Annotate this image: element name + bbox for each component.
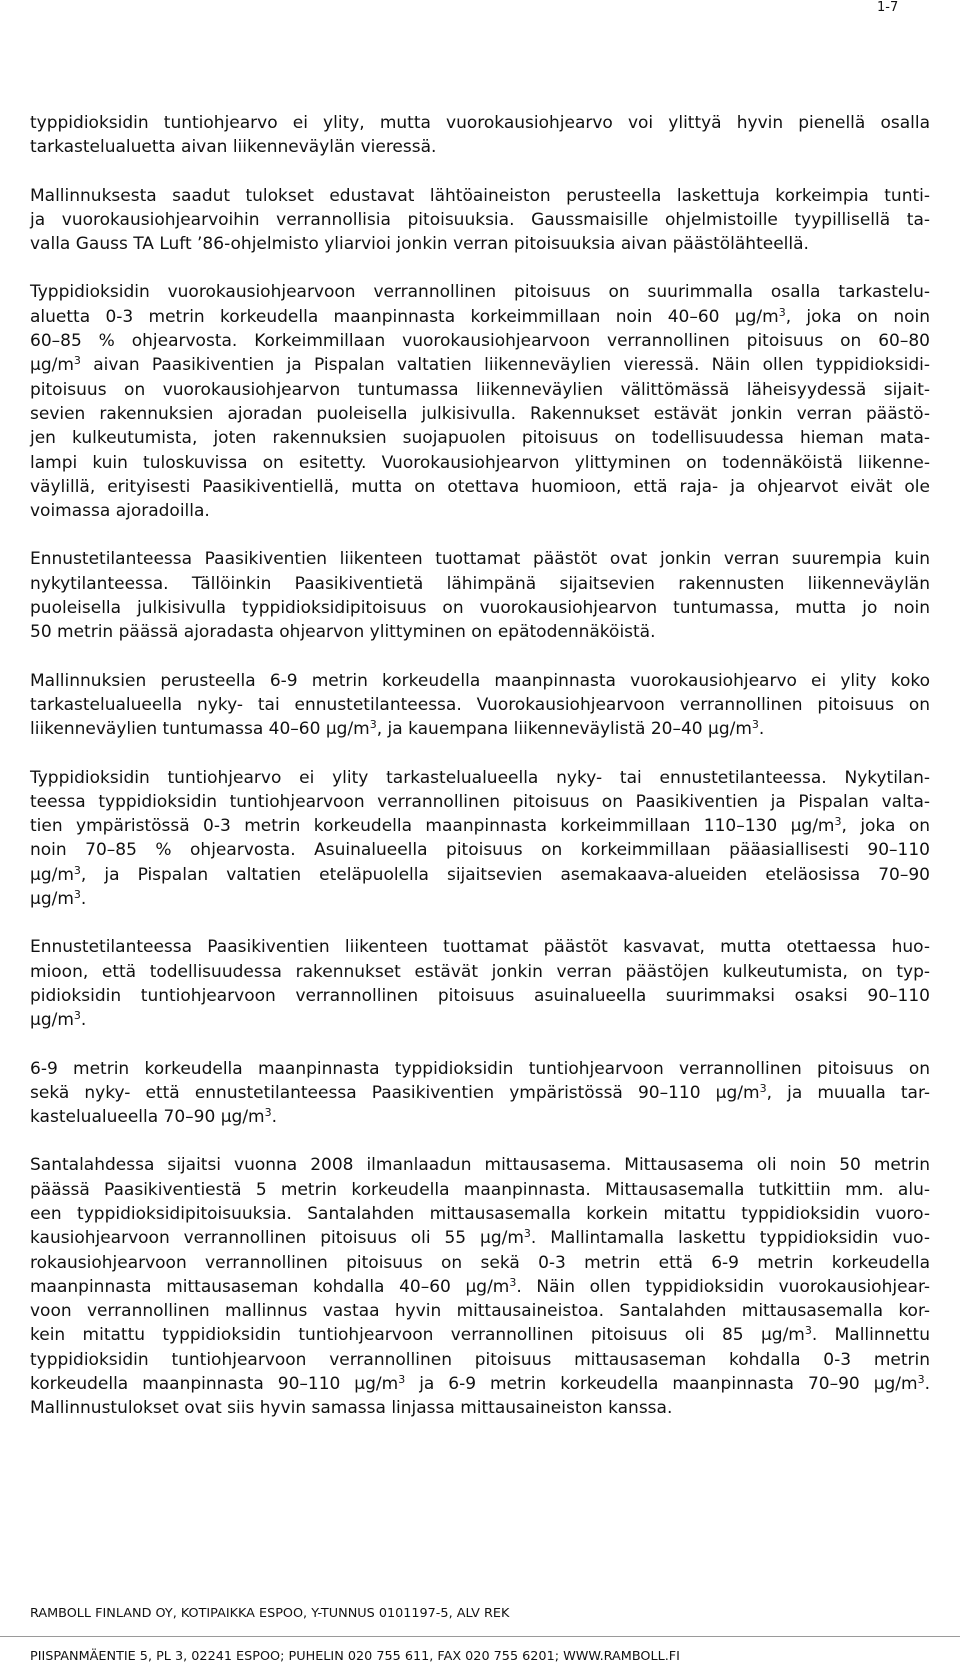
text-run: Mallinnuksien perusteella 6-9 metrin korkeudella maanpinnasta vuorokausiohjearvo ei ylity koko	[30, 670, 930, 691]
text-line	[30, 1057, 930, 1081]
text-run: valla Gauss TA Luft ’86-ohjelmisto yliarvioi jonkin verran pitoisuuksia aivan päästölähteellä.	[30, 234, 809, 255]
text-line	[30, 1008, 930, 1032]
text-run: noin 70–85 % ohjearvosta. Asuinalueella pitoisuus on korkeimmillaan pääasiallisesti 90–110	[30, 840, 930, 861]
text-line	[30, 1105, 930, 1129]
text-line	[30, 1081, 930, 1105]
text-line	[30, 1251, 930, 1275]
text-run: kein mitattu typpidioksidin tuntiohjearvoon verrannollinen pitoisuus oli 85 µg/m	[30, 1325, 805, 1346]
text-line	[30, 596, 930, 620]
text-run: . Näin ollen typpidioksidin vuorokausiohjear-	[516, 1276, 930, 1297]
text-run: tarkastelualuetta aivan liikenneväylän vieressä.	[30, 137, 437, 158]
text-line	[30, 766, 930, 790]
text-line	[30, 232, 930, 256]
text-run: pidioksidin tuntiohjearvoon verrannollinen pitoisuus asuinalueella suurimmaksi osaksi 90–110	[30, 985, 930, 1006]
text-line	[30, 1202, 930, 1226]
text-run: , ja kauempana liikenneväylistä 20–40 µg/m	[376, 719, 752, 740]
text-run: tarkastelualueella nyky- tai ennustetilanteessa. Vuorokausiohjearvoon verrannollinen pitoisuus on	[30, 694, 930, 715]
text-line	[30, 1178, 930, 1202]
text-run: tien ympäristössä 0-3 metrin korkeudella maanpinnasta korkeimmillaan 110–130 µg/m	[30, 816, 835, 837]
footer-company-line: RAMBOLL FINLAND OY, KOTIPAIKKA ESPOO, Y-TUNNUS 0101197-5, ALV REK	[30, 1606, 510, 1621]
superscript: 3	[73, 863, 81, 877]
text-run: väylillä, erityisesti Paasikiventiellä, mutta on otettava huomioon, että raja- ja ohjearvot eivät ole	[30, 476, 930, 497]
text-run: .	[758, 719, 765, 740]
text-run: .	[80, 889, 87, 910]
text-run: 50 metrin päässä ajoradasta ohjearvon ylittyminen on epätodennäköistä.	[30, 622, 656, 643]
paragraph	[30, 280, 930, 523]
text-line	[30, 863, 930, 887]
text-line	[30, 1372, 930, 1396]
text-line	[30, 353, 930, 377]
text-run: Ennustetilanteessa Paasikiventien liikenteen tuottamat päästöt kasvavat, mutta otettaessa huo-	[30, 937, 930, 958]
text-run: voon verrannollinen mallinnus vastaa hyvin mittausaineistoa. Santalahden mittausasemalla kor-	[30, 1301, 930, 1322]
text-run: . Mallinnettu	[811, 1325, 930, 1346]
text-line	[30, 208, 930, 232]
text-run: µg/m	[30, 1010, 74, 1031]
text-run: teessa typpidioksidin tuntiohjearvoon verrannollinen pitoisuus on Paasikiventien ja Pispalan valta-	[30, 791, 930, 812]
text-run: kastelualueella 70–90 µg/m	[30, 1107, 265, 1128]
text-run: Mallinnustulokset ovat siis hyvin samassa linjassa mittausaineiston kanssa.	[30, 1398, 673, 1419]
text-run: 6-9 metrin korkeudella maanpinnasta typpidioksidin tuntiohjearvoon verrannollinen pitoisuus on	[30, 1058, 930, 1079]
text-run: aivan Paasikiventien ja Pispalan valtatien liikenneväylien vieressä. Näin ollen typpidioksidi-	[80, 355, 930, 376]
footer-address-line: PIISPANMÄENTIE 5, PL 3, 02241 ESPOO; PUHELIN 020 755 611, FAX 020 755 6201; WWW.RAMBOLL.FI	[30, 1649, 680, 1664]
superscript: 3	[804, 1324, 812, 1338]
text-line	[30, 305, 930, 329]
text-line	[30, 887, 930, 911]
superscript: 3	[369, 718, 377, 732]
text-run: , ja Pispalan valtatien eteläpuolella sijaitsevien asemakaava-alueiden eteläosissa 70–90	[80, 864, 930, 885]
paragraph	[30, 184, 930, 257]
text-line	[30, 814, 930, 838]
text-run: lampi kuin tuloskuvissa on esitetty. Vuorokausiohjearvon ylittyminen on todennäköistä liikenne-	[30, 452, 930, 473]
superscript: 3	[759, 1081, 767, 1095]
text-line	[30, 935, 930, 959]
text-line	[30, 547, 930, 571]
text-run: pitoisuus on vuorokausiohjearvon tuntumassa liikenneväylien välittömässä läheisyydessä sijait-	[30, 379, 930, 400]
text-run: .	[924, 1374, 930, 1395]
text-line	[30, 790, 930, 814]
paragraph	[30, 111, 930, 160]
superscript: 3	[398, 1373, 406, 1387]
text-run: maanpinnasta mittausaseman kohdalla 40–60 µg/m	[30, 1276, 510, 1297]
text-line	[30, 280, 930, 304]
text-run: typpidioksidin tuntiohjearvoon verrannollinen pitoisuus mittausaseman kohdalla 0-3 metrin	[30, 1349, 930, 1370]
text-run: ja 6-9 metrin korkeudella maanpinnasta 70–90 µg/m	[405, 1374, 918, 1395]
footer-divider	[0, 1636, 960, 1637]
paragraph	[30, 935, 930, 1032]
text-run: Typpidioksidin tuntiohjearvo ei ylity tarkastelualueella nyky- tai ennustetilanteessa. Nykytilan-	[30, 767, 930, 788]
text-line	[30, 1153, 930, 1177]
text-line	[30, 717, 930, 741]
text-run: liikenneväylien tuntumassa 40–60 µg/m	[30, 719, 370, 740]
superscript: 3	[73, 887, 81, 901]
text-line	[30, 475, 930, 499]
text-run: nykytilanteessa. Tällöinkin Paasikiventietä lähimpänä sijaitsevien rakennusten liikenneväylän	[30, 573, 930, 594]
text-line	[30, 451, 930, 475]
text-run: aluetta 0-3 metrin korkeudella maanpinnasta korkeimmillaan noin 40–60 µg/m	[30, 306, 779, 327]
superscript: 3	[73, 1009, 81, 1023]
text-line	[30, 1275, 930, 1299]
superscript: 3	[751, 718, 759, 732]
text-line	[30, 960, 930, 984]
text-run: µg/m	[30, 864, 74, 885]
text-run: päässä Paasikiventiestä 5 metrin korkeudella maanpinnasta. Mittausasemalla tutkittiin mm. alu-	[30, 1179, 930, 1200]
text-run: 60–85 % ohjearvosta. Korkeimmillaan vuorokausiohjearvoon verrannollinen pitoisuus on 60–80	[30, 331, 930, 352]
text-line	[30, 693, 930, 717]
superscript: 3	[73, 354, 81, 368]
text-run: .	[80, 1010, 87, 1031]
text-line	[30, 838, 930, 862]
text-run: een typpidioksidipitoisuuksia. Santalahden mittausasemalla korkein mitattu typpidioksidin vuoro-	[30, 1203, 930, 1224]
text-run: kausiohjearvoon verrannollinen pitoisuus oli 55 µg/m	[30, 1228, 524, 1249]
text-run: ja vuorokausiohjearvoihin verrannollisia pitoisuuksia. Gaussmaisille ohjelmistoille tyypillisellä ta-	[30, 209, 930, 230]
page-number: 1-7	[877, 0, 899, 15]
text-line	[30, 402, 930, 426]
superscript: 3	[523, 1227, 531, 1241]
text-line	[30, 1323, 930, 1347]
text-line	[30, 1396, 930, 1420]
text-line	[30, 378, 930, 402]
superscript: 3	[509, 1275, 517, 1289]
paragraph	[30, 766, 930, 912]
text-line	[30, 111, 930, 135]
paragraph	[30, 669, 930, 742]
text-line	[30, 1348, 930, 1372]
text-run: sevien rakennuksien ajoradan puoleisella julkisivulla. Rakennukset estävät jonkin verran päästö-	[30, 403, 930, 424]
text-line	[30, 572, 930, 596]
superscript: 3	[778, 305, 786, 319]
text-run: mioon, että todellisuudessa rakennukset estävät jonkin verran päästöjen kulkeutumista, on typ-	[30, 961, 930, 982]
text-run: puoleisella julkisivulla typpidioksidipitoisuus on vuorokausiohjearvon tuntumassa, mutta jo noin	[30, 598, 930, 619]
text-line	[30, 184, 930, 208]
text-run: , ja muualla tar-	[766, 1082, 931, 1103]
text-run: µg/m	[30, 355, 74, 376]
text-line	[30, 329, 930, 353]
text-run: , joka on noin	[785, 306, 930, 327]
document-body	[30, 111, 930, 1421]
paragraph	[30, 547, 930, 644]
text-run: Typpidioksidin vuorokausiohjearvoon verrannollinen pitoisuus on suurimmalla osalla tarkastelu-	[30, 282, 930, 303]
text-line	[30, 135, 930, 159]
text-run: rokausiohjearvoon verrannollinen pitoisuus on sekä 0-3 metrin että 6-9 metrin korkeudella	[30, 1252, 930, 1273]
text-run: . Mallintamalla laskettu typpidioksidin vuo-	[530, 1228, 931, 1249]
paragraph	[30, 1153, 930, 1420]
text-line	[30, 1226, 930, 1250]
text-run: korkeudella maanpinnasta 90–110 µg/m	[30, 1374, 399, 1395]
text-line	[30, 1299, 930, 1323]
text-run: .	[271, 1107, 278, 1128]
text-run: voimassa ajoradoilla.	[30, 501, 210, 522]
superscript: 3	[834, 815, 842, 829]
text-run: Mallinnuksesta saadut tulokset edustavat lähtöaineiston perusteella laskettuja korkeimpia tunti-	[30, 185, 930, 206]
text-run: jen kulkeutumista, joten rakennuksien suojapuolen pitoisuus on todellisuudessa hieman mata-	[30, 428, 930, 449]
text-line	[30, 620, 930, 644]
text-line	[30, 499, 930, 523]
text-line	[30, 984, 930, 1008]
text-run: sekä nyky- että ennustetilanteessa Paasikiventien ympäristössä 90–110 µg/m	[30, 1082, 760, 1103]
text-run: Santalahdessa sijaitsi vuonna 2008 ilmanlaadun mittausasema. Mittausasema oli noin 50 metrin	[30, 1155, 930, 1176]
text-line	[30, 426, 930, 450]
text-run: , joka on	[841, 816, 930, 837]
superscript: 3	[917, 1373, 925, 1387]
text-line	[30, 669, 930, 693]
text-run: typpidioksidin tuntiohjearvo ei ylity, mutta vuorokausiohjearvo voi ylittyä hyvin pienellä osalla	[30, 113, 930, 133]
text-run: Ennustetilanteessa Paasikiventien liikenteen tuottamat päästöt ovat jonkin verran suurempia kuin	[30, 549, 930, 570]
superscript: 3	[264, 1106, 272, 1120]
text-run: µg/m	[30, 889, 74, 910]
paragraph	[30, 1057, 930, 1130]
